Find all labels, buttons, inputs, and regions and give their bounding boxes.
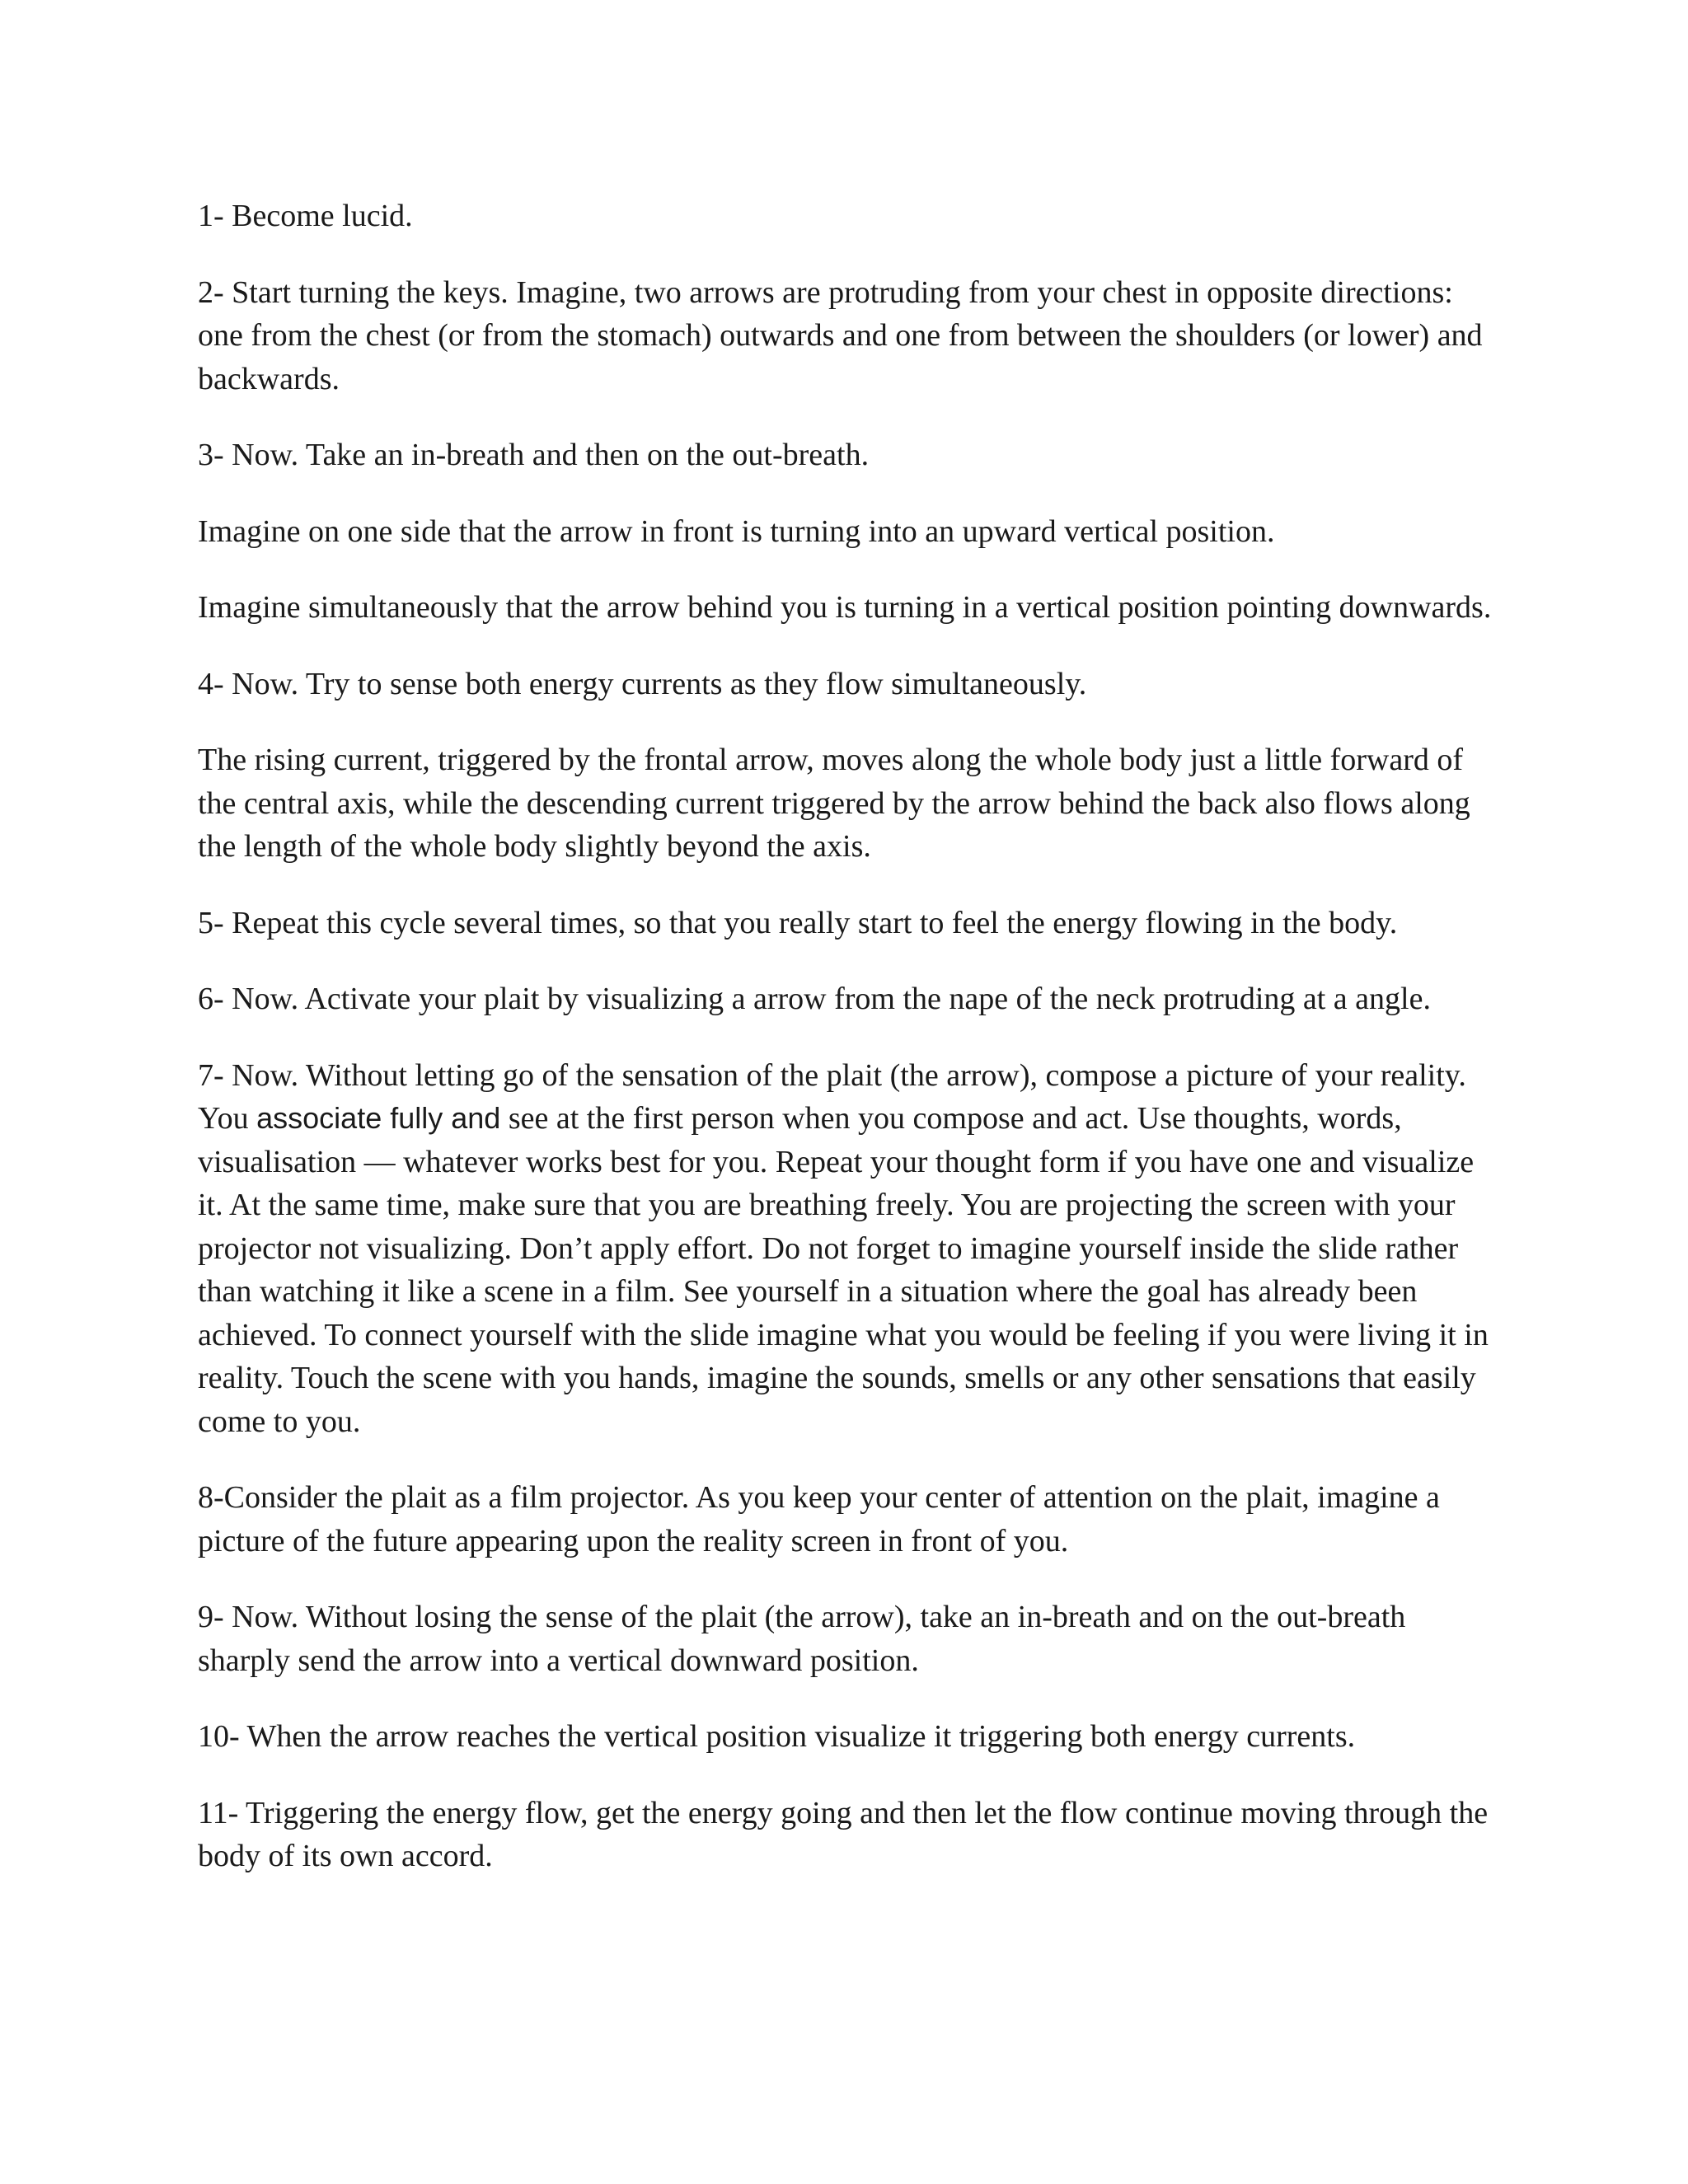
document-page <box>198 194 1500 1911</box>
step-7-text-end: see at the first person when you compose and act. Use thoughts, words, visualisation — whatever works best for you. Repeat your thought form if you have one and visualize it. At the same time, make sure that you are breathing freely. You are projecting the screen with your projector not visualizing. Don’t apply effort. Do not forget to imagine yourself inside the slide rather than watching it like a scene in a film. See yourself in a situation where the goal has already been achieved. To connect yourself with the slide imagine what you would be feeling if you were living it in reality. Touch the scene with you hands, imagine the sounds, smells or any other sensations that easily come to you. <box>198 1101 1489 1439</box>
step-5-paragraph: 5- Repeat this cycle several times, so that you really start to feel the energy flowing in the body. <box>198 905 1398 940</box>
step-7-paragraph <box>198 1054 1500 1444</box>
step-2-paragraph: 2- Start turning the keys. Imagine, two arrows are protruding from your chest in opposite directions: one from the chest (or from the stomach) outwards and one from between the shoulders (or lower) and backwards. <box>198 274 1483 396</box>
step-3-front-arrow-paragraph: Imagine on one side that the arrow in front is turning into an upward vertical position. <box>198 513 1275 549</box>
step-8-paragraph: 8-Consider the plait as a film projector. As you keep your center of attention on the plait, imagine a picture of the future appearing upon the reality screen in front of you. <box>198 1480 1440 1558</box>
step-7-text-start: 7- Now. Without letting go of the sensation of the plait (the arrow), compose a picture of your reality. You <box>198 1057 1466 1136</box>
step-4-currents-paragraph: The rising current, triggered by the frontal arrow, moves along the whole body just a little forward of the central axis, while the descending current triggered by the arrow behind the back also flows along the length of the whole body slightly beyond the axis. <box>198 743 1470 864</box>
step-3-back-arrow-paragraph: Imagine simultaneously that the arrow behind you is turning in a vertical position pointing downwards. <box>198 590 1492 625</box>
step-11-paragraph: 11- Triggering the energy flow, get the energy going and then let the flow continue moving through the body of its own accord. <box>198 1795 1489 1873</box>
step-1-paragraph: 1- Become lucid. <box>198 199 413 233</box>
step-10-paragraph: 10- When the arrow reaches the vertical position visualize it triggering both energy currents. <box>198 1719 1356 1754</box>
step-9-paragraph: 9- Now. Without losing the sense of the plait (the arrow), take an in-breath and on the out-breath sharply send the arrow into a vertical downward position. <box>198 1600 1406 1678</box>
step-3-paragraph: 3- Now. Take an in-breath and then on the out-breath. <box>198 438 870 472</box>
step-4-paragraph: 4- Now. Try to sense both energy currents as they flow simultaneously. <box>198 666 1087 701</box>
step-7-sans-phrase: associate fully and <box>256 1101 501 1135</box>
step-6-paragraph: 6- Now. Activate your plait by visualizing a arrow from the nape of the neck protruding at a angle. <box>198 982 1431 1016</box>
